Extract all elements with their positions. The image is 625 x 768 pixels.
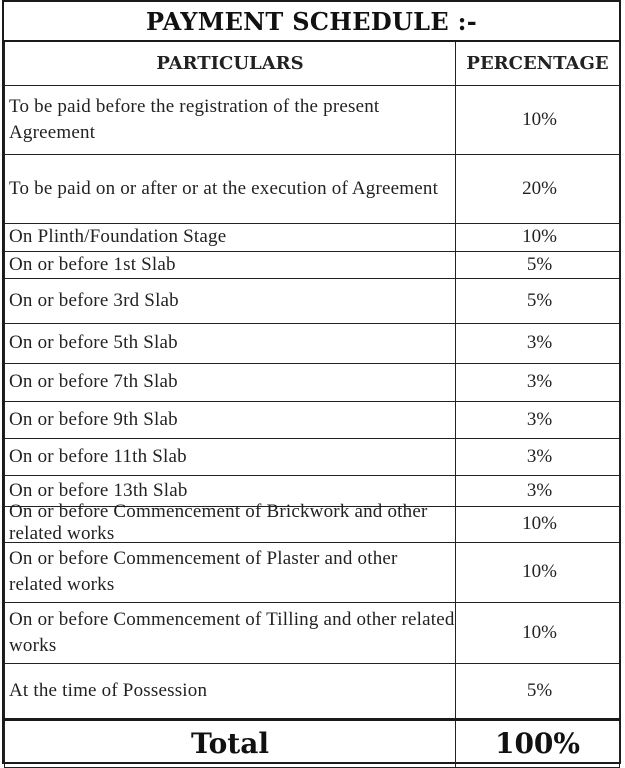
percentage-cell: 3% <box>456 323 620 363</box>
table-row <box>5 506 620 542</box>
particular-cell: On or before 3rd Slab <box>5 278 456 323</box>
table-row <box>5 401 620 438</box>
particular-cell: On or before 13th Slab <box>5 475 456 506</box>
particular-cell: To be paid before the registration of the present Agreement <box>5 85 456 154</box>
percentage-cell: 3% <box>456 438 620 475</box>
percentage-cell: 20% <box>456 154 620 223</box>
particular-cell: On or before 9th Slab <box>5 401 456 438</box>
table-header-row <box>5 41 620 85</box>
percentage-cell: 5% <box>456 251 620 278</box>
table-row <box>5 602 620 663</box>
particulars-header: PARTICULARS <box>5 41 456 85</box>
percentage-cell: 3% <box>456 401 620 438</box>
particular-cell: On Plinth/Foundation Stage <box>5 223 456 251</box>
total-value: 100% <box>456 719 620 767</box>
percentage-cell: 3% <box>456 363 620 401</box>
percentage-cell: 10% <box>456 542 620 602</box>
percentage-header: PERCENTAGE <box>456 41 620 85</box>
particular-cell: To be paid on or after or at the execution of Agreement <box>5 154 456 223</box>
table-row <box>5 223 620 251</box>
percentage-cell: 10% <box>456 223 620 251</box>
table-row <box>5 251 620 278</box>
payment-schedule-table <box>4 40 620 768</box>
table-row <box>5 154 620 223</box>
table-row <box>5 323 620 363</box>
particular-cell-wrapper <box>5 500 456 544</box>
table-row <box>5 363 620 401</box>
document-title: PAYMENT SCHEDULE :- <box>4 0 619 40</box>
table-row <box>5 278 620 323</box>
percentage-cell: 5% <box>456 663 620 719</box>
percentage-cell: 10% <box>456 506 620 542</box>
particular-cell: On or before 7th Slab <box>5 363 456 401</box>
particular-cell: On or before Commencement of Tilling and other related works <box>5 602 456 663</box>
payment-schedule-document <box>2 0 621 764</box>
particular-cell: On or before 1st Slab <box>5 251 456 278</box>
particular-cell: At the time of Possession <box>5 663 456 719</box>
percentage-cell: 10% <box>456 602 620 663</box>
table-row <box>5 438 620 475</box>
particular-cell: On or before Commencement of Plaster and other related works <box>5 542 456 602</box>
particular-cell: On or before 5th Slab <box>5 323 456 363</box>
particular-cell: On or before Commencement of Brickwork and other related works <box>9 500 428 544</box>
percentage-cell: 10% <box>456 85 620 154</box>
total-label: Total <box>5 719 456 767</box>
total-row <box>5 719 620 767</box>
table-row <box>5 85 620 154</box>
table-row <box>5 663 620 719</box>
table-row <box>5 542 620 602</box>
particular-cell: On or before 11th Slab <box>5 438 456 475</box>
percentage-cell: 5% <box>456 278 620 323</box>
percentage-cell: 3% <box>456 475 620 506</box>
